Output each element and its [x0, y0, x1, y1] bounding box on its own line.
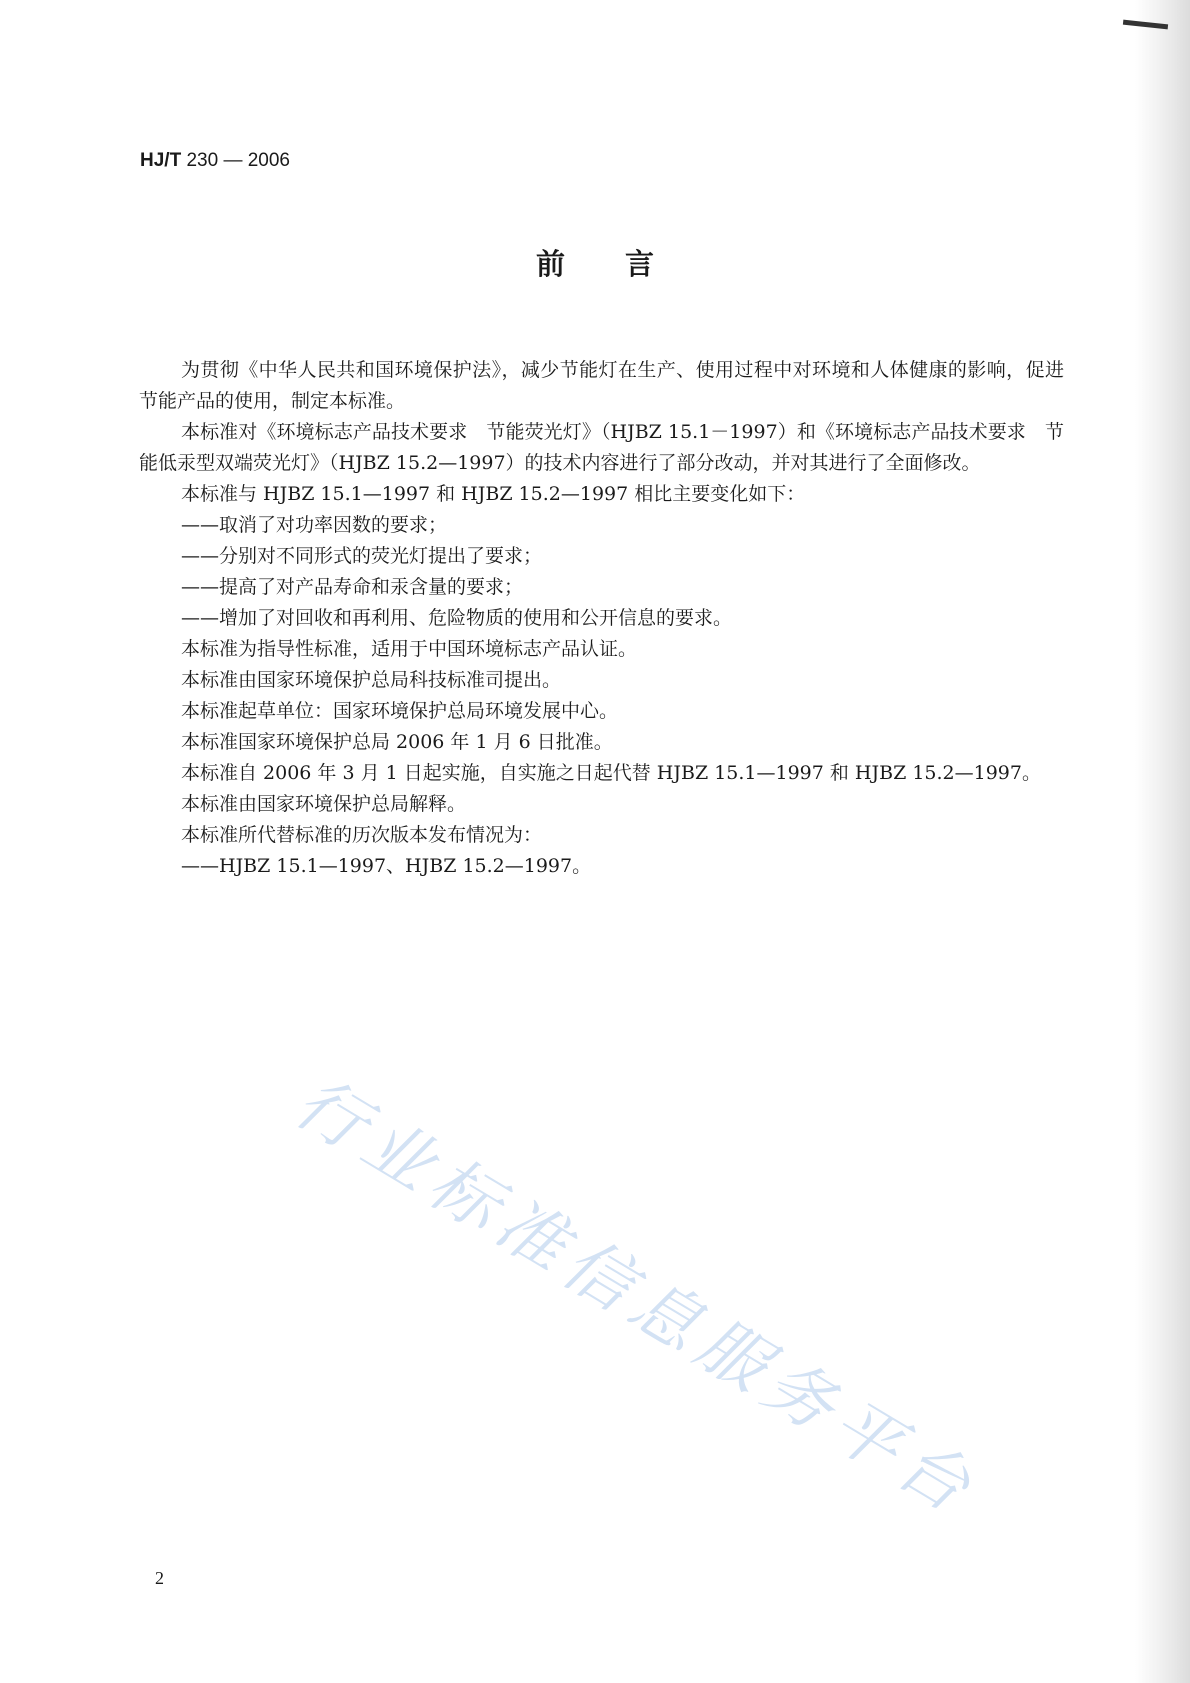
paragraph: 本标准为指导性标准，适用于中国环境标志产品认证。: [181, 638, 638, 660]
paragraph: 为贯彻《中华人民共和国环境保护法》，减少节能灯在生产、使用过程中对环境和人体健康的影响，促进节能产品的使用，制定本标准。: [139, 359, 1064, 412]
paragraph: 本标准由国家环境保护总局科技标准司提出。: [181, 669, 562, 691]
paragraph: 本标准所代替标准的历次版本发布情况为：: [181, 824, 543, 846]
list-item: ——提高了对产品寿命和汞含量的要求；: [181, 576, 524, 598]
paragraph: 本标准国家环境保护总局 2006 年 1 月 6 日批准。: [181, 731, 613, 753]
page-number: 2: [155, 1568, 164, 1588]
paragraph: 本标准对《环境标志产品技术要求 节能荧光灯》（HJBZ 15.1－1997）和《环境标志产品技术要求 节能低汞型双端荧光灯》（HJBZ 15.2—1997）的技术内容进行了部分改动，并对其进行了全面修改。: [139, 421, 1064, 474]
page-title: 前言: [535, 247, 714, 281]
standard-code-prefix: HJ/T: [140, 150, 182, 171]
body-text: [139, 355, 1064, 882]
paragraph: 本标准与 HJBZ 15.1—1997 和 HJBZ 15.2—1997 相比主要变化如下：: [181, 483, 806, 505]
list-item: ——HJBZ 15.1—1997、HJBZ 15.2—1997。: [181, 855, 592, 877]
standard-code-number: 230 — 2006: [186, 150, 290, 171]
paragraph: 本标准由国家环境保护总局解释。: [181, 793, 467, 815]
list-item: ——取消了对功率因数的要求；: [181, 514, 448, 536]
list-item: ——分别对不同形式的荧光灯提出了要求；: [181, 545, 543, 567]
paragraph: 本标准起草单位：国家环境保护总局环境发展中心。: [181, 700, 619, 722]
watermark: 行业标准信息服务平台: [281, 1062, 991, 1533]
standard-code: [140, 150, 290, 172]
list-item: ——增加了对回收和再利用、危险物质的使用和公开信息的要求。: [181, 607, 733, 629]
paragraph: 本标准自 2006 年 3 月 1 日起实施，自实施之日起代替 HJBZ 15.1—1997 和 HJBZ 15.2—1997。: [181, 762, 1041, 784]
